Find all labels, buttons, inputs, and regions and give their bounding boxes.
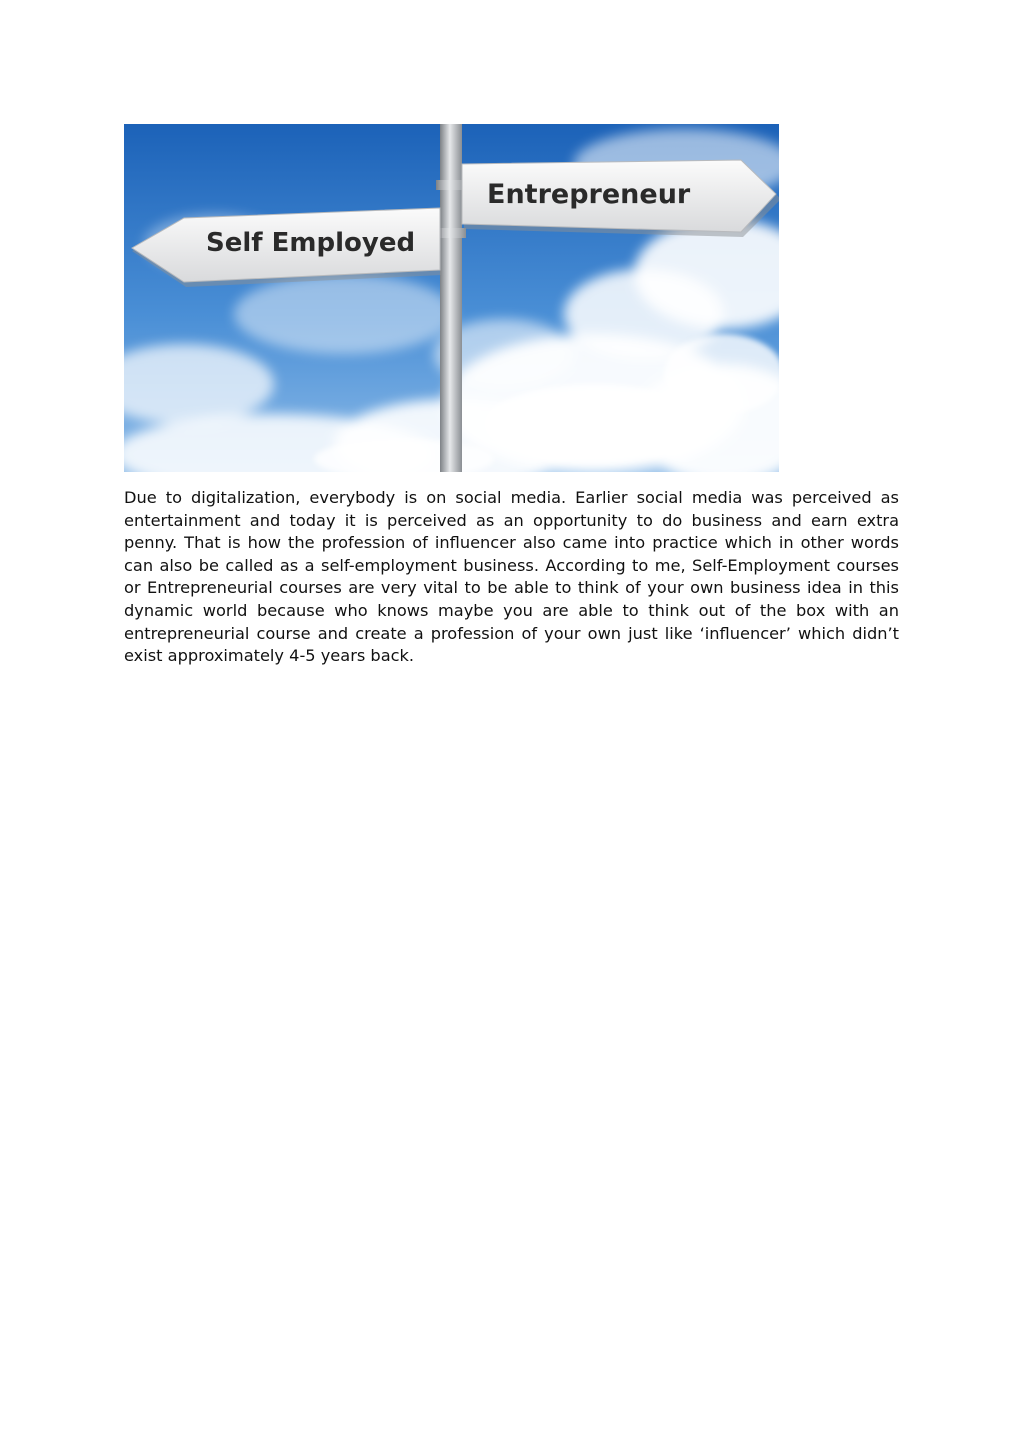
sign-right-label: Entrepreneur [487,179,691,210]
signpost-illustration [124,124,779,472]
sign-pole [440,124,462,472]
sign-left-label: Self Employed [206,228,416,258]
body-paragraph: Due to digitalization, everybody is on social media. Earlier social media was perceived as entertainment and today it is perceived as an opportunity to do business and earn extra penny. That is how the profession of influencer also came into practice which in other words can also be called as a self-employment business. According to me, Self-Employment courses or Entrepreneurial courses are very vital to be able to think of your own business idea in this dynamic world because who knows maybe you are able to think out of the box with an entrepreneurial course and create a profession of your own just like ‘influencer’ which didn’t exist approximately 4-5 years back. [124,488,899,666]
signpost-photo [124,124,779,472]
